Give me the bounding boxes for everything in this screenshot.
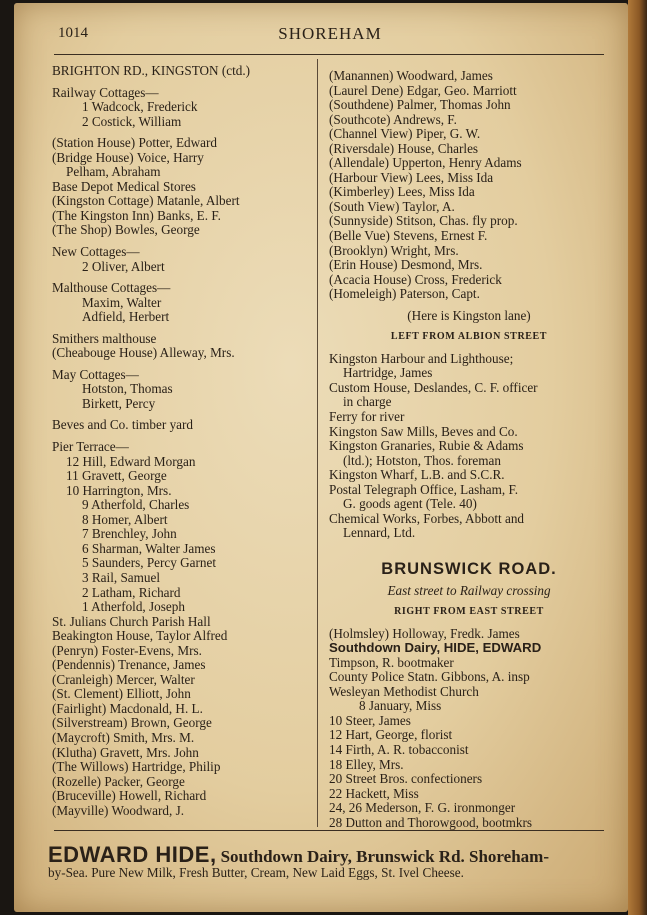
directory-entry: 24, 26 Mederson, F. G. ironmonger [329,800,516,816]
directory-entry: Railway Cottages— [52,84,159,100]
directory-entry: (Channel View) Piper, G. W. [329,126,481,142]
directory-entry: (Sunnyside) Stitson, Chas. fly prop. [329,213,518,229]
directory-entry: Southdown Dairy, HIDE, EDWARD [329,640,542,656]
directory-entry: 6 Sharman, Walter James [82,540,216,556]
directory-entry: (Fairlight) Macdonald, H. L. [52,700,203,716]
directory-entry: Hotston, Thomas [82,381,173,397]
directory-entry: 9 Atherfold, Charles [82,497,190,513]
directory-entry: 12 Hart, George, florist [329,727,453,743]
directory-page [14,3,628,912]
directory-entry: County Police Statn. Gibbons, A. insp [329,669,530,685]
directory-entry: (Southdene) Palmer, Thomas John [329,97,511,113]
directory-entry: (Acacia House) Cross, Frederick [329,271,502,287]
directory-entry: Base Depot Medical Stores [52,178,196,194]
directory-entry: New Cottages— [52,244,140,260]
directory-entry: (Holmsley) Holloway, Fredk. James [329,625,520,641]
directory-entry: BRIGHTON RD., KINGSTON (ctd.) [52,63,251,78]
spacer [329,548,609,555]
directory-entry: 18 Elley, Mrs. [329,756,404,772]
directory-entry: East street to Railway crossing [387,582,551,598]
left-column [52,64,314,818]
directory-entry: Hartridge, James [343,365,433,381]
directory-entry: (Homeleigh) Paterson, Capt. [329,286,480,302]
directory-entry: 2 Oliver, Albert [82,258,165,274]
directory-entry: 1 Atherfold, Joseph [82,599,185,615]
spacer [329,598,609,605]
directory-entry: 12 Hill, Edward Morgan [66,453,196,469]
directory-entry: (South View) Taylor, A. [329,198,455,214]
directory-entry: Chemical Works, Forbes, Abbott and [329,510,525,526]
directory-entry: (Maycroft) Smith, Mrs. M. [52,729,195,745]
directory-entry: 14 Firth, A. R. tobacconist [329,741,469,757]
directory-entry: Beves and Co. timber yard [52,417,193,433]
directory-entry: (Laurel Dene) Edgar, Geo. Marriott [329,82,517,98]
directory-entry: (Silverstream) Brown, George [52,715,212,731]
directory-entry: (Klutha) Gravett, Mrs. John [52,744,199,760]
directory-entry: (Rozelle) Packer, George [52,773,185,789]
directory-entry: (Bridge House) Voice, Harry [52,149,204,165]
directory-entry: Ferry for river [329,409,405,425]
directory-entry: 8 Homer, Albert [82,511,168,527]
directory-entry: (Brooklyn) Wright, Mrs. [329,242,459,258]
directory-entry: (Erin House) Desmond, Mrs. [329,257,483,273]
directory-entry: (Mayville) Woodward, J. [52,802,185,818]
directory-entry: (Station House) Potter, Edward [52,135,218,151]
spacer [329,323,609,330]
directory-entry: (Kimberley) Lees, Miss Ida [329,184,475,200]
directory-entry: (The Kingston Inn) Banks, E. F. [52,207,221,223]
directory-entry: Beakington House, Taylor Alfred [52,628,228,644]
directory-entry: Pier Terrace— [52,439,129,455]
advertisement-line-2: by-Sea. Pure New Milk, Fresh Butter, Cream, New Laid Eggs, St. Ivel Cheese. [48,865,464,880]
directory-entry: 10 Harrington, Mrs. [66,482,172,498]
directory-entry: (Cheabouge House) Alleway, Mrs. [52,345,235,361]
directory-entry: Kingston Saw Mills, Beves and Co. [329,423,518,439]
directory-entry: (St. Clement) Elliott, John [52,686,191,702]
directory-entry: 7 Brenchley, John [82,526,177,542]
directory-entry: Lennard, Ltd. [343,525,416,541]
footer-rule [54,830,604,831]
right-column [329,69,609,830]
directory-entry: Adfield, Herbert [82,309,170,325]
directory-entry: 2 Latham, Richard [82,584,181,600]
directory-entry: (Allendale) Upperton, Henry Adams [329,155,522,171]
directory-entry: Pelham, Abraham [66,164,161,180]
directory-entry: (The Shop) Bowles, George [52,222,200,238]
directory-entry: (Cranleigh) Mercer, Walter [52,671,195,687]
directory-entry: BRUNSWICK ROAD. [381,559,557,578]
spacer [329,541,609,548]
directory-entry: 5 Saunders, Percy Garnet [82,555,217,571]
directory-entry: (Kingston Cottage) Matanle, Albert [52,193,240,209]
directory-entry: Birkett, Percy [82,395,156,411]
directory-entry: (Belle Vue) Stevens, Ernest F. [329,228,488,244]
directory-entry: (Manannen) Woodward, James [329,68,493,83]
advert-business: Southdown Dairy, Brunswick Rd. Shoreham- [220,847,549,866]
directory-entry: G. goods agent (Tele. 40) [343,496,477,512]
directory-entry: Postal Telegraph Office, Lasham, F. [329,481,519,497]
directory-entry: (ltd.); Hotston, Thos. foreman [343,452,501,468]
directory-entry: May Cottages— [52,366,139,382]
directory-entry: Kingston Granaries, Rubie & Adams [329,438,524,454]
directory-entry: Kingston Wharf, L.B. and S.C.R. [329,467,505,483]
directory-entry: (Penryn) Foster-Evens, Mrs. [52,642,202,658]
page-title: SHOREHAM [278,24,382,43]
directory-entry: (Bruceville) Howell, Richard [52,788,207,804]
directory-entry: RIGHT FROM EAST STREET [394,606,544,618]
directory-entry: 8 January, Miss [359,698,442,714]
directory-entry: Malthouse Cottages— [52,280,171,296]
directory-entry: (Southcote) Andrews, F. [329,111,457,127]
page-number: 1014 [58,25,88,41]
directory-entry: 11 Gravett, George [66,468,167,484]
page-edge [628,0,647,915]
column-divider [317,59,318,827]
directory-entry: 20 Street Bros. confectioners [329,771,483,787]
directory-entry: in charge [343,394,392,410]
directory-entry: 1 Wadcock, Frederick [82,99,198,115]
directory-entry: 10 Steer, James [329,712,411,728]
directory-entry: 3 Rail, Samuel [82,569,161,585]
directory-entry: St. Julians Church Parish Hall [52,613,211,629]
directory-entry: Timpson, R. bootmaker [329,654,454,670]
directory-entry: Wesleyan Methodist Church [329,683,479,699]
directory-entry: (Riversdale) House, Charles [329,140,479,156]
directory-entry: (Harbour View) Lees, Miss Ida [329,169,494,185]
directory-entry: 2 Costick, William [82,113,182,129]
directory-entry: (The Willows) Hartridge, Philip [52,759,221,775]
header-rule [54,54,604,55]
directory-entry: Kingston Harbour and Lighthouse; [329,350,514,366]
directory-entry: (Here is Kingston lane) [407,307,531,323]
advert-name: EDWARD HIDE, [48,842,217,867]
directory-entry: (Pendennis) Trenance, James [52,657,206,673]
directory-entry: 28 Dutton and Thorowgood, bootmkrs [329,814,533,830]
directory-entry: Custom House, Deslandes, C. F. officer [329,379,538,395]
directory-entry: 22 Hackett, Miss [329,785,419,801]
directory-entry: Smithers malthouse [52,330,157,346]
directory-entry: Maxim, Walter [82,294,162,310]
directory-entry: LEFT FROM ALBION STREET [390,331,548,343]
